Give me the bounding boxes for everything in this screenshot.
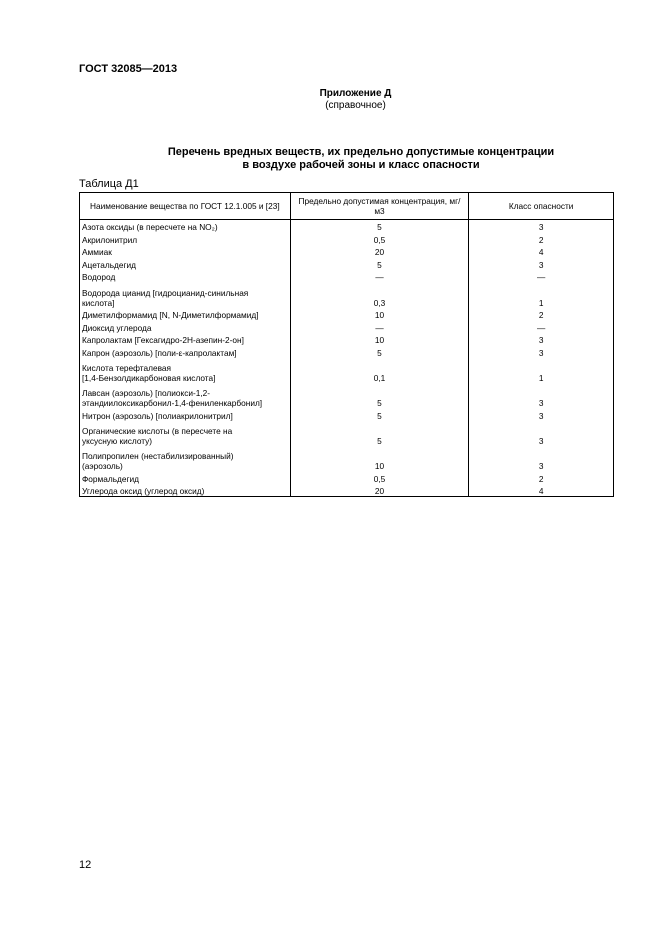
concentration-cell: — xyxy=(290,320,469,333)
substance-name-cell xyxy=(80,282,291,307)
substance-name-cell xyxy=(80,408,291,421)
hazard-class-cell: 3 xyxy=(469,383,614,408)
concentration-cell: 20 xyxy=(290,484,469,497)
substance-name-line: Акрилонитрил xyxy=(82,234,138,245)
substances-table xyxy=(79,192,614,497)
substance-name-cell xyxy=(80,257,291,270)
hazard-class-cell: 3 xyxy=(469,345,614,358)
header-hazard-class: Класс опасности xyxy=(469,193,614,220)
concentration-cell: 20 xyxy=(290,245,469,258)
concentration-cell: 0,3 xyxy=(290,282,469,307)
hazard-class-cell: 3 xyxy=(469,220,614,233)
table-body xyxy=(80,220,614,497)
header-substance-name: Наименование вещества по ГОСТ 12.1.005 и [23] xyxy=(80,193,291,220)
substance-name-line: Ацетальдегид xyxy=(82,259,136,270)
substance-name-cell xyxy=(80,270,291,283)
substance-name-line: Формальдегид xyxy=(82,473,139,484)
hazard-class-cell: 2 xyxy=(469,308,614,321)
hazard-class-cell: 3 xyxy=(469,446,614,471)
substance-name-line: Лавсан (аэрозоль) [полиокси-1,2- xyxy=(82,388,211,399)
table-row xyxy=(80,308,614,321)
hazard-class-cell: 3 xyxy=(469,333,614,346)
substance-name-line: уксусную кислоту) xyxy=(82,436,153,447)
substance-name-line: Капрон (аэрозоль) [поли-ε-капролактам] xyxy=(82,348,237,359)
substance-name-line: Нитрон (аэрозоль) [полиакрилонитрил] xyxy=(82,411,233,421)
table-row xyxy=(80,320,614,333)
table-row xyxy=(80,446,614,471)
hazard-class-cell: 1 xyxy=(469,358,614,383)
table-label: Таблица Д1 xyxy=(79,178,139,190)
heading-line-1: Перечень вредных веществ, их предельно допустимые концентрации xyxy=(167,146,555,158)
substance-name-cell xyxy=(80,421,291,446)
substance-name-cell xyxy=(80,245,291,258)
substance-name-line: Азота оксиды (в пересчете на NO₂) xyxy=(82,222,218,233)
table-row xyxy=(80,220,614,233)
substance-name-cell xyxy=(80,220,291,233)
substance-name-cell xyxy=(80,471,291,484)
table-row xyxy=(80,408,614,421)
document-code: ГОСТ 32085—2013 xyxy=(79,63,178,75)
concentration-cell: 10 xyxy=(290,333,469,346)
substance-name-line: Кислота терефталевая xyxy=(82,363,172,374)
hazard-class-cell: 2 xyxy=(469,471,614,484)
substance-name-cell xyxy=(80,320,291,333)
concentration-cell: 10 xyxy=(290,308,469,321)
table-row xyxy=(80,245,614,258)
page-heading xyxy=(79,146,613,172)
appendix-block xyxy=(0,88,661,112)
table-row xyxy=(80,484,614,497)
substance-name-line: Капролактам [Гексагидро-2Н-азепин-2-он] xyxy=(82,335,244,346)
table-row xyxy=(80,383,614,408)
substance-name-line: Диметилформамид [N, N-Диметилформамид] xyxy=(82,310,259,321)
substance-name-cell xyxy=(80,358,291,383)
concentration-cell: 5 xyxy=(290,421,469,446)
table-row xyxy=(80,282,614,307)
hazard-class-cell: 1 xyxy=(469,282,614,307)
substance-name-cell xyxy=(80,383,291,408)
concentration-cell: 10 xyxy=(290,446,469,471)
substance-name-cell xyxy=(80,232,291,245)
hazard-class-cell: 4 xyxy=(469,245,614,258)
substance-name-line: Аммиак xyxy=(82,247,112,258)
appendix-title: Приложение Д xyxy=(319,88,392,99)
hazard-class-cell: 3 xyxy=(469,408,614,421)
table-row xyxy=(80,232,614,245)
substance-name-line: Углерода оксид (углерод оксид) xyxy=(82,486,205,497)
header-concentration: Предельно допустимая концентрация, мг/м3 xyxy=(290,193,469,220)
hazard-class-cell: 3 xyxy=(469,421,614,446)
concentration-cell: 5 xyxy=(290,408,469,421)
substance-name-cell xyxy=(80,308,291,321)
table-row xyxy=(80,270,614,283)
substance-name-line: кислота] xyxy=(82,297,115,308)
concentration-cell: 0,1 xyxy=(290,358,469,383)
substance-name-cell xyxy=(80,345,291,358)
substance-name-line: Водород xyxy=(82,272,116,283)
table-row xyxy=(80,345,614,358)
concentration-cell: — xyxy=(290,270,469,283)
table-row xyxy=(80,257,614,270)
substance-name-cell xyxy=(80,446,291,471)
hazard-class-cell: — xyxy=(469,320,614,333)
concentration-cell: 5 xyxy=(290,220,469,233)
heading-line-2: в воздухе рабочей зоны и класс опасности xyxy=(242,159,480,171)
concentration-cell: 5 xyxy=(290,383,469,408)
substance-name-cell xyxy=(80,333,291,346)
hazard-class-cell: — xyxy=(469,270,614,283)
substance-name-cell xyxy=(80,484,291,497)
concentration-cell: 0,5 xyxy=(290,471,469,484)
substance-name-line: (аэрозоль) xyxy=(82,461,123,472)
table-header-row xyxy=(80,193,614,220)
table-row xyxy=(80,358,614,383)
table-row xyxy=(80,471,614,484)
substance-name-line: [1,4-Бензолдикарбоновая кислота] xyxy=(82,373,216,384)
concentration-cell: 5 xyxy=(290,257,469,270)
concentration-cell: 0,5 xyxy=(290,232,469,245)
substance-name-line: Диоксид углерода xyxy=(82,322,152,333)
page-number: 12 xyxy=(79,859,92,871)
substance-name-line: этандиилоксикарбонил-1,4-фениленкарбонил] xyxy=(82,398,263,409)
hazard-class-cell: 2 xyxy=(469,232,614,245)
substance-name-line: Водорода цианид [гидроцианид-синильная xyxy=(82,287,249,298)
concentration-cell: 5 xyxy=(290,345,469,358)
table-row xyxy=(80,333,614,346)
appendix-subtitle: (справочное) xyxy=(325,100,386,111)
table-row xyxy=(80,421,614,446)
hazard-class-cell: 3 xyxy=(469,257,614,270)
hazard-class-cell: 4 xyxy=(469,484,614,497)
substance-name-line: Полипропилен (нестабилизированный) xyxy=(82,451,234,462)
substance-name-line: Органические кислоты (в пересчете на xyxy=(82,426,233,437)
